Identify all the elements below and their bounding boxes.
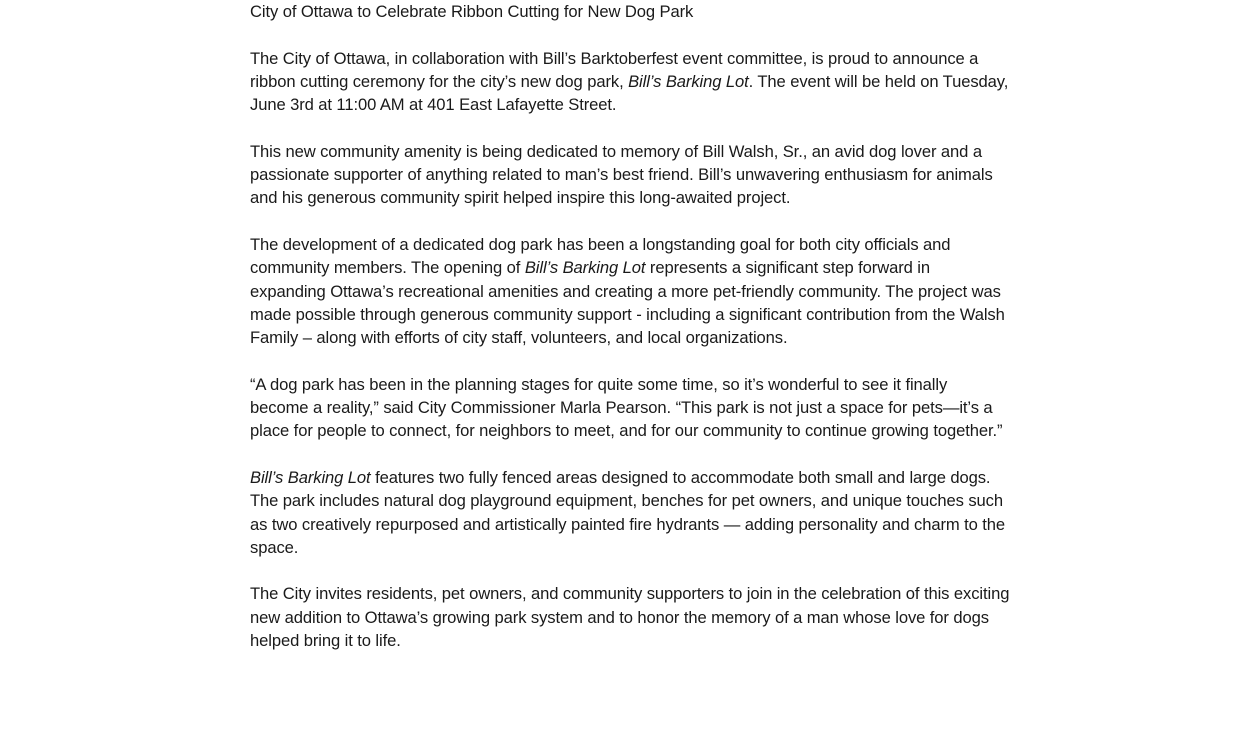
- document-title: City of Ottawa to Celebrate Ribbon Cutting for New Dog Park: [250, 2, 694, 21]
- paragraph-features: [250, 466, 1010, 559]
- press-release-document: [250, 0, 1010, 676]
- paragraph-announcement: [250, 47, 1010, 117]
- development-text-b: represents a significant step forward in expanding Ottawa’s recreational amenities and creating a more pet-friendly community. The project was made possible through generous community support - including a significant contribution from the Walsh Family – along with efforts of city staff, volunteers, and local organizations.: [250, 258, 1005, 348]
- announcement-text-a: The City of Ottawa, in collaboration with Bill’s Barktoberfest event committee, is proud to announce a ribbon cutting ceremony for the city’s new dog park,: [250, 48, 979, 91]
- park-name: Bill’s Barking Lot: [250, 467, 371, 487]
- announcement-text-b: . The event will be held on Tuesday, June 3rd at 11:00 AM at 401 East Lafayette Street.: [250, 71, 1009, 115]
- park-name: Bill’s Barking Lot: [524, 258, 646, 278]
- paragraph-development: [250, 233, 1010, 349]
- paragraph-invitation: The City invites residents, pet owners, and community supporters to join in the celebration of this exciting new addition to Ottawa’s growing park system and to honor the memory of a man whose love for dogs helped bring it to life.: [250, 584, 1010, 651]
- paragraph-dedication: This new community amenity is being dedicated to memory of Bill Walsh, Sr., an avid dog lover and a passionate supporter of anything related to man’s best friend. Bill’s unwavering enthusiasm for animals and his generous community spirit helped inspire this long-awaited project.: [250, 141, 993, 208]
- paragraph-quote: “A dog park has been in the planning stages for quite some time, so it’s wonderful to see it finally become a reality,” said City Commissioner Marla Pearson. “This park is not just a space for pets—it’s a place for people to connect, for neighbors to meet, and for our community to continue growing together.”: [250, 374, 1003, 441]
- park-name: Bill’s Barking Lot: [628, 71, 749, 91]
- development-text-a: The development of a dedicated dog park has been a longstanding goal for both city officials and community members. The opening of: [250, 234, 951, 278]
- features-text: features two fully fenced areas designed to accommodate both small and large dogs. The park includes natural dog playground equipment, benches for pet owners, and unique touches such as two creatively repurposed and artistically painted fire hydrants — adding personality and charm to the space.: [250, 467, 1006, 557]
